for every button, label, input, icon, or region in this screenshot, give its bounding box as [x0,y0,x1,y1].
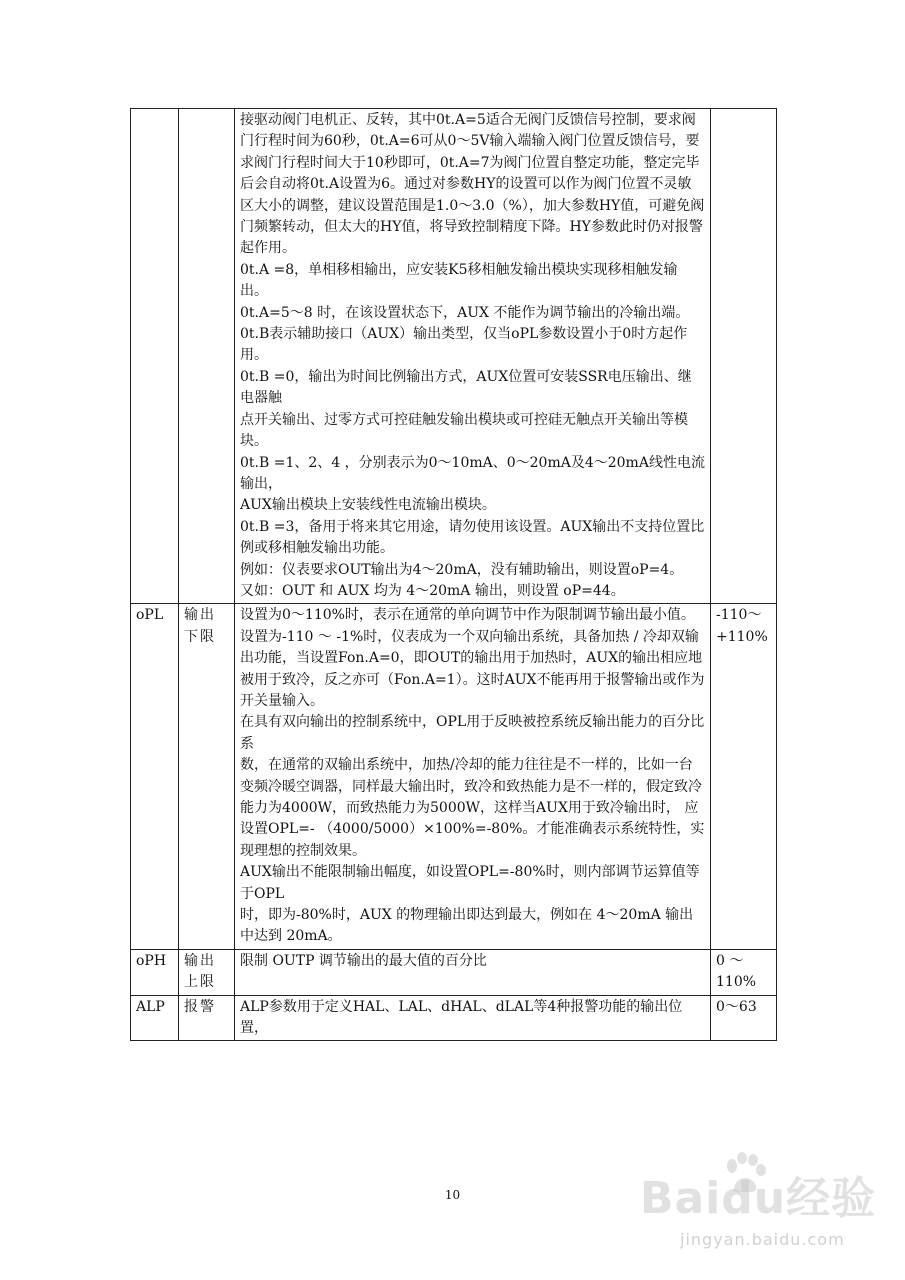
desc-paragraph: ALP参数用于定义HAL、LAL、dHAL、dLAL等4种报警功能的输出位置， [240,998,683,1037]
name-cell: 输出上限 [179,949,235,995]
code-cell: oPH [131,949,179,995]
desc-paragraph: 0t.A=5～8 时，在该设置状态下，AUX 不能作为调节输出的冷输出端。 [240,304,690,321]
desc-paragraph: 接驱动阀门电机正、反转，其中0t.A=5适合无阀门反馈信号控制，要求阀门行程时间为60秒，0t.A=6可从0～5V输入端输入阀门位置反馈信号，要求阀门行程时间大于10秒即可，0t.A=7为阀门位置自整定功能，整定完毕后会自动将0t.A设置为6。通过对参数HY的设置可以作为阀门位置不灵敏区大小的调整，建议设置范围是1.0～3.0（%），加大参数HY值，可避免阀门频繁转动，但太大的HY值，将导致控制精度下降。HY参数此时仍对报警起作用。 [240,112,705,257]
range-cell: -110～+110% [711,604,777,950]
name-cell: 报警 [179,995,235,1041]
range-cell [711,109,777,604]
description-cell [235,949,711,995]
description-cell [235,995,711,1041]
desc-paragraph: 设置为-110 ～ -1%时，仪表成为一个双向输出系统，具备加热 / 冷却双输出功能，当设置Fon.A=0，即OUT的输出用于加热时，AUX的输出相应地被用于致冷，反之亦可（Fon.A=1）。这时AUX不能再用于报警输出或作为开关量输入。 [240,628,705,709]
watermark-url: jingyan.baidu.com [680,1230,845,1249]
code-cell [131,109,179,604]
watermark-brand: Baidu经验 [640,1173,877,1224]
desc-paragraph: 设置为0～110%时，表示在通常的单向调节中作为限制调节输出最小值。 [240,607,695,624]
desc-paragraph: 0t.B =1、2、4 ，分别表示为0～10mA、0～20mA及4～20mA线性电流输出， [240,454,705,492]
table-row-opl [131,604,777,950]
desc-paragraph: 在具有双向输出的控制系统中，OPL用于反映被控系统反输出能力的百分比系 [240,714,705,752]
baidu-watermark [640,1148,890,1268]
desc-paragraph: 时，即为-80%时，AUX 的物理输出即达到最大，例如在 4～20mA 输出中达到 20mA。 [240,907,694,945]
table-row-oph [131,949,777,995]
parameter-table [130,108,777,1041]
desc-paragraph: 0t.B =3，备用于将来其它用途，请勿使用该设置。AUX输出不支持位置比例或移相触发输出功能。 [240,518,705,557]
desc-paragraph: AUX输出不能限制输出幅度，如设置OPL=-80%时，则内部调节运算值等于OPL [240,864,700,902]
desc-paragraph: 点开关输出、过零方式可控硅触发输出模块或可控硅无触点开关输出等模块。 [240,411,688,450]
code-cell: oPL [131,604,179,950]
desc-paragraph: 例如：仪表要求OUT输出为4～20mA，没有辅助输出，则设置oP=4。 [240,561,684,578]
desc-paragraph: 又如：OUT 和 AUX 均为 4～20mA 输出，则设置 oP=44。 [240,582,625,599]
desc-paragraph: 0t.A =8，单相移相输出，应安装K5移相触发输出模块实现移相触发输出。 [240,261,678,300]
range-cell: 0 ～ 110% [711,949,777,995]
desc-paragraph: 限制 OUTP 调节输出的最大值的百分比 [240,952,487,969]
range-cell: 0～63 [711,995,777,1041]
description-cell [235,109,711,604]
desc-paragraph: 0t.B表示辅助接口（AUX）输出类型，仅当oPL参数设置小于0时方起作用。 [240,326,688,364]
desc-paragraph: 数，在通常的双输出系统中，加热/冷却的能力往往是不一样的，比如一台变频冷暖空调器，同样最大输出时，致冷和致热能力是不一样的，假定致冷能力为4000W，而致热能力为5000W，这样当AUX用于致冷输出时， 应设置OPL=- （4000/5000）×100%=-80%。才能准确表示系统特性，实现理想的控制效果。 [240,757,705,859]
table-row-alp [131,995,777,1041]
page-number: 10 [444,1188,461,1202]
code-cell: ALP [131,995,179,1041]
desc-paragraph: 0t.B =0，输出为时间比例输出方式，AUX位置可安装SSR电压输出、继电器触 [240,368,692,407]
name-cell [179,109,235,604]
description-cell [235,604,711,950]
name-cell: 输出下限 [179,604,235,950]
table-row-continued [131,109,777,604]
desc-paragraph: AUX输出模块上安装线性电流输出模块。 [240,497,496,514]
